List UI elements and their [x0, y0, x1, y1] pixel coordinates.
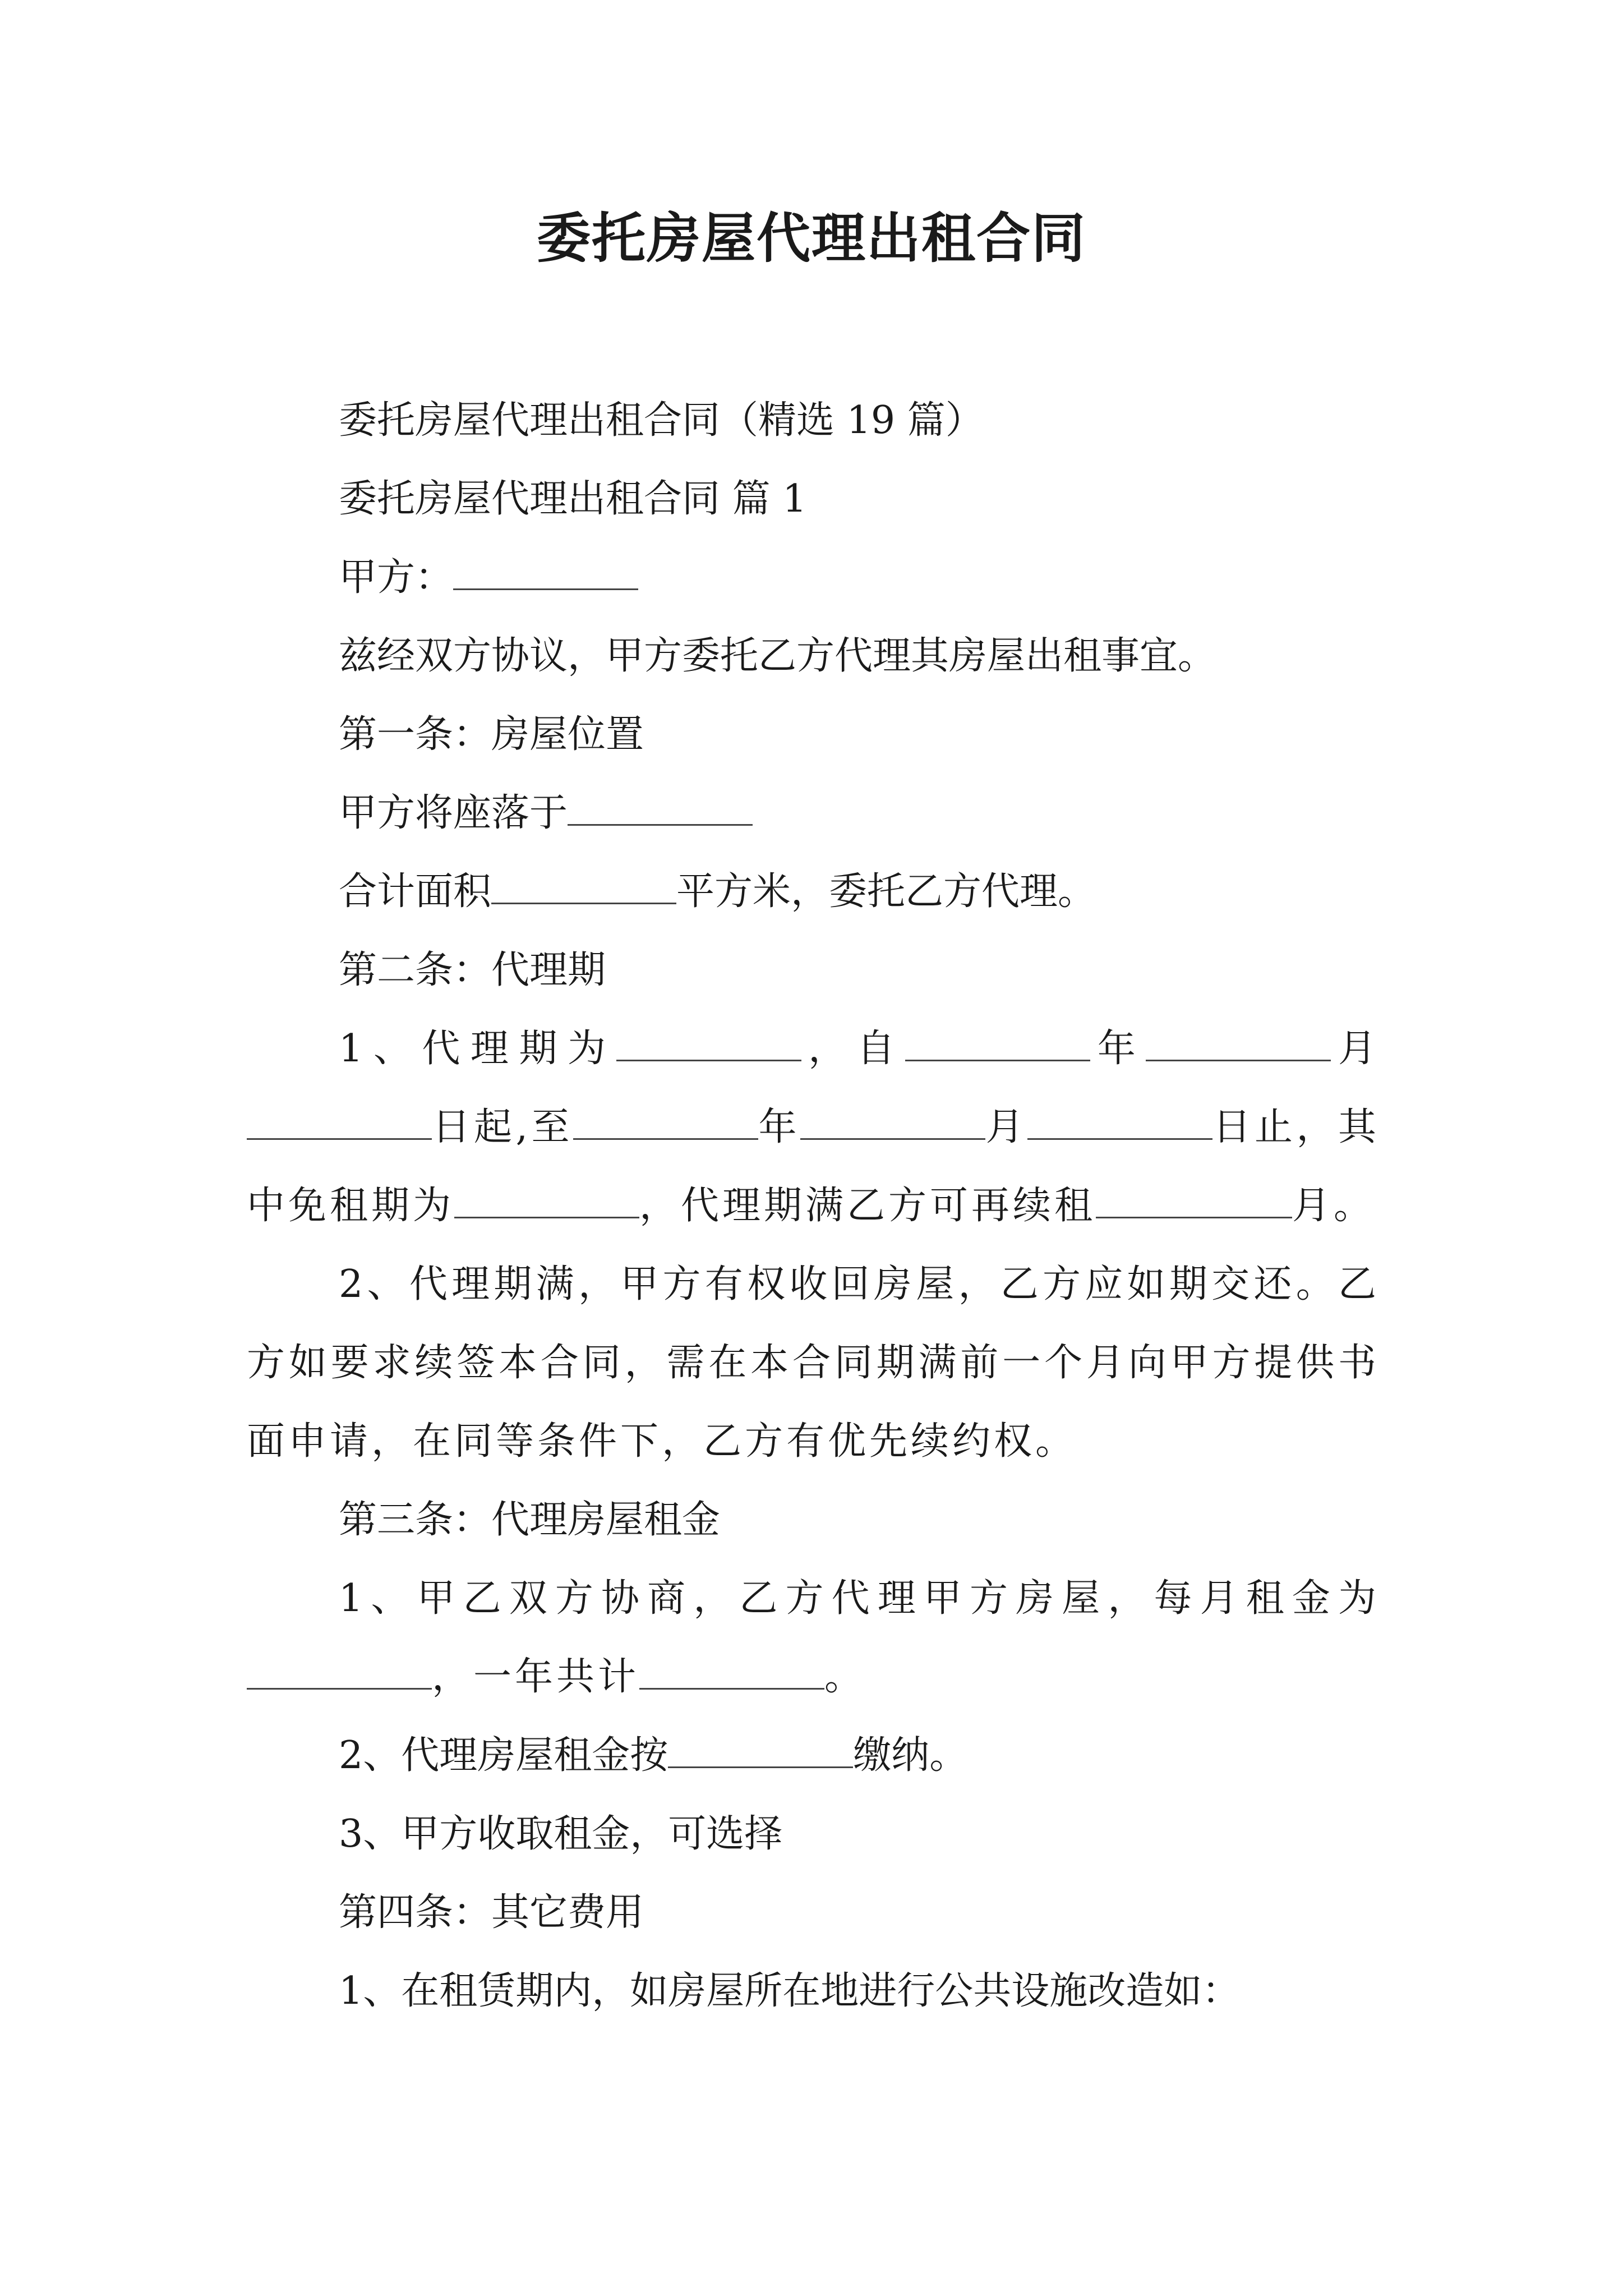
annual-total-blank [639, 1654, 824, 1690]
text-segment: 日起,至 [432, 1105, 574, 1149]
start-month-blank [1146, 1026, 1331, 1061]
location-blank [568, 790, 753, 826]
rent-free-blank [454, 1183, 639, 1218]
text-segment: ，一年共计 [432, 1655, 640, 1699]
party-a-blank [453, 555, 638, 590]
text-segment: 月 [985, 1105, 1028, 1149]
area-label: 合计面积 [339, 869, 492, 914]
text-segment: ，自 [801, 1027, 906, 1071]
text-segment: 月。 [1292, 1184, 1376, 1228]
text-segment: 年 [758, 1105, 801, 1149]
article-1-area [247, 853, 1380, 931]
text-segment: 年 [1090, 1027, 1146, 1071]
end-day-blank [1027, 1105, 1212, 1140]
text-segment: 日止，其中免租期为 [247, 1105, 1380, 1228]
location-label: 甲方将座落于 [339, 791, 568, 835]
intro-text: 兹经双方协议，甲方委托乙方代理其房屋出租事宜。 [339, 634, 1216, 678]
article-2-paragraph-2: 2、代理期满，甲方有权收回房屋，乙方应如期交还。乙方如要求续签本合同，需在本合同期满前一个月向甲方提供书面申请，在同等条件下，乙方有优先续约权。 [247, 1262, 1380, 1464]
text-segment: ，代理期满乙方可再续租 [639, 1184, 1096, 1228]
article-3-paragraph-1 [247, 1559, 1380, 1717]
area-suffix: 平方米，委托乙方代理。 [676, 869, 1096, 914]
party-a-label: 甲方： [339, 555, 454, 600]
text-segment: 1、代理期为 [339, 1027, 616, 1071]
article-4-heading: 第四条：其它费用 [339, 1890, 644, 1935]
text-segment: 月 [1331, 1027, 1380, 1071]
document-subtitle: 委托房屋代理出租合同（精选 19 篇） [339, 398, 984, 443]
article-2-heading: 第二条：代理期 [339, 948, 606, 992]
article-3-heading: 第三条：代理房屋租金 [339, 1498, 721, 1542]
article-1-heading: 第一条：房屋位置 [339, 712, 644, 757]
article-3-paragraph-3: 3、甲方收取租金，可选择 [339, 1812, 783, 1856]
term-blank [616, 1026, 801, 1061]
section-heading: 委托房屋代理出租合同 篇 1 [339, 477, 807, 521]
text-segment: 1、甲乙双方协商，乙方代理甲方房屋，每月租金为 [339, 1576, 1380, 1621]
payment-label: 2、代理房屋租金按 [339, 1733, 668, 1778]
end-month-blank [800, 1105, 985, 1140]
document-title: 委托房屋代理出租合同 [537, 207, 1086, 270]
monthly-rent-blank [247, 1654, 432, 1690]
party-a-line [247, 539, 1380, 617]
article-4-paragraph-1: 1、在租赁期内，如房屋所在地进行公共设施改造如： [339, 1969, 1241, 2013]
payment-suffix: 缴纳。 [853, 1733, 968, 1778]
payment-blank [668, 1733, 853, 1768]
area-blank [491, 869, 676, 904]
document-body [247, 381, 1380, 2031]
article-1-location [247, 774, 1380, 853]
start-year-blank [905, 1026, 1090, 1061]
renewal-blank [1096, 1183, 1292, 1218]
text-segment: 。 [824, 1655, 866, 1699]
article-3-paragraph-2 [247, 1717, 1380, 1795]
end-year-blank [573, 1105, 758, 1140]
article-2-paragraph-1 [247, 1010, 1380, 1245]
start-day-blank [247, 1105, 432, 1140]
